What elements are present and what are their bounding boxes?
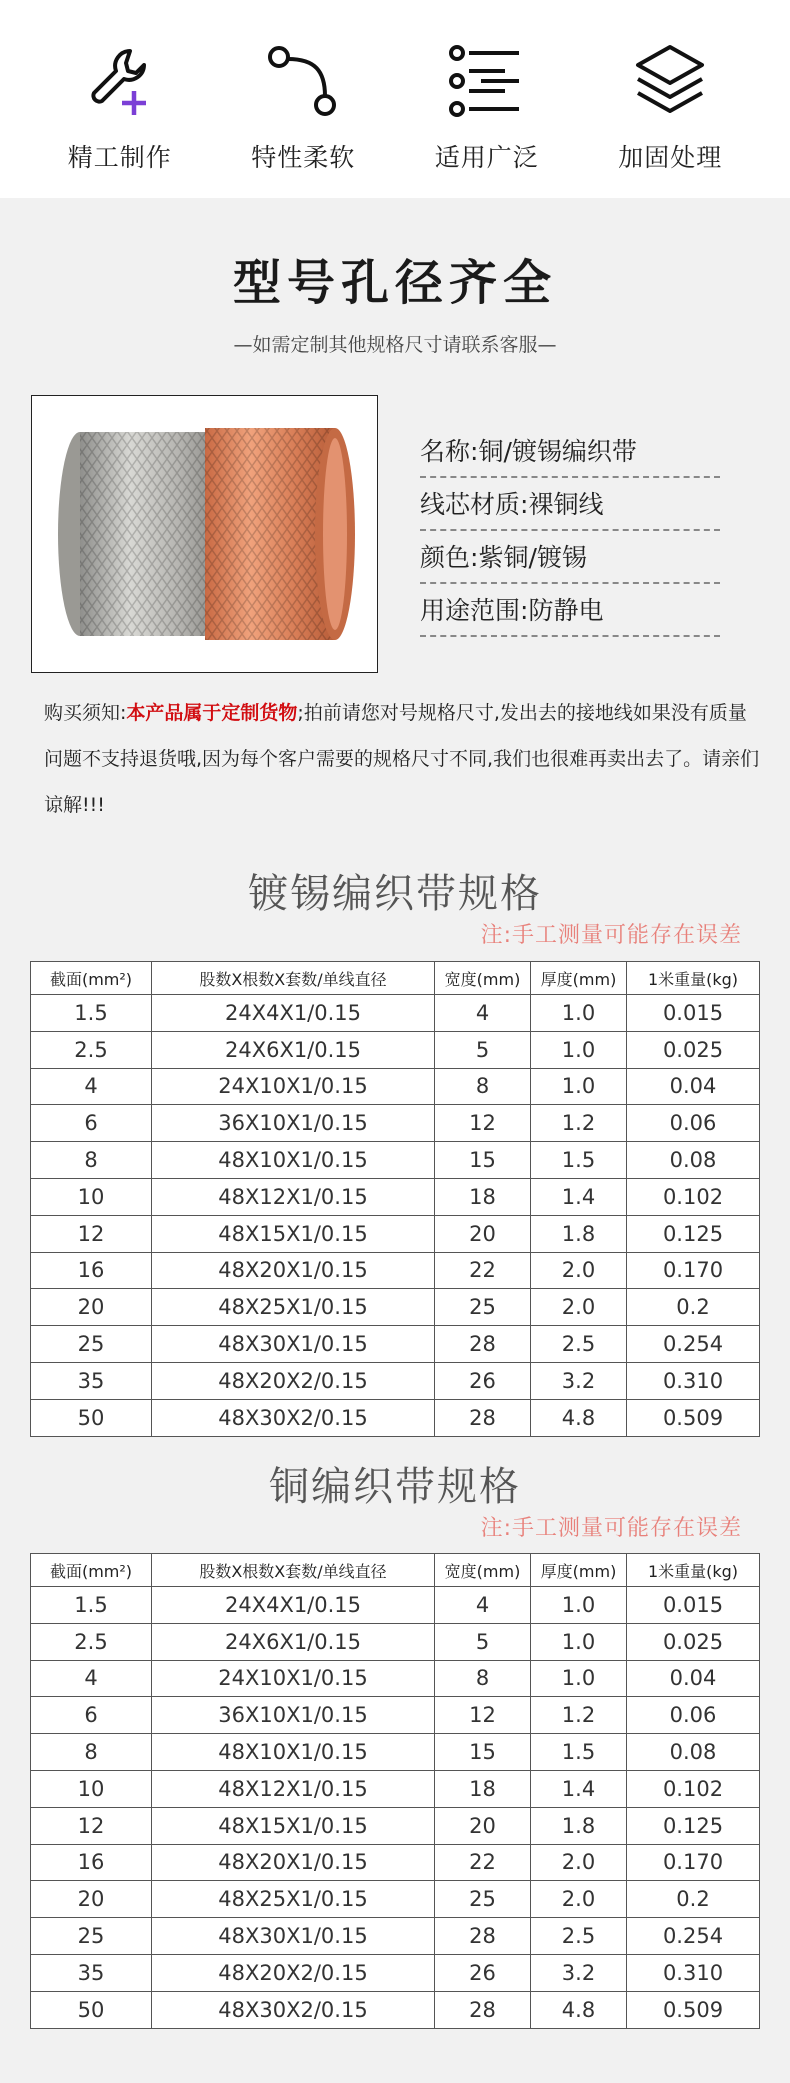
table-cell: 24X6X1/0.15: [152, 1623, 435, 1660]
table-cell: 50: [31, 1991, 152, 2028]
table-cell: 50: [31, 1399, 152, 1436]
table-cell: 3.2: [531, 1362, 627, 1399]
header-cell: 1米重量(kg): [627, 1554, 760, 1587]
table-cell: 0.125: [627, 1215, 760, 1252]
table-cell: 0.254: [627, 1326, 760, 1363]
table-cell: 4.8: [531, 1991, 627, 2028]
table-cell: 6: [31, 1697, 152, 1734]
table-cell: 1.2: [531, 1105, 627, 1142]
table-cell: 4: [435, 1587, 531, 1624]
table-cell: 0.125: [627, 1807, 760, 1844]
table-cell: 0.2: [627, 1289, 760, 1326]
table-cell: 1.8: [531, 1807, 627, 1844]
table-row: [31, 1587, 760, 1624]
table-cell: 1.5: [31, 995, 152, 1032]
table-cell: 0.310: [627, 1954, 760, 1991]
table-cell: 36X10X1/0.15: [152, 1697, 435, 1734]
table-row: [31, 1031, 760, 1068]
table-cell: 10: [31, 1770, 152, 1807]
table-cell: 6: [31, 1105, 152, 1142]
feature-wide-use: [407, 0, 567, 198]
table-cell: 2.0: [531, 1844, 627, 1881]
table-cell: 0.310: [627, 1362, 760, 1399]
spec-row: [420, 531, 720, 584]
table-cell: 1.0: [531, 1068, 627, 1105]
spec-value: 裸铜线: [528, 490, 604, 519]
spec-value: 铜/镀锡编织带: [478, 437, 637, 466]
table-cell: 5: [435, 1623, 531, 1660]
table-cell: 35: [31, 1362, 152, 1399]
table-cell: 48X12X1/0.15: [152, 1178, 435, 1215]
table-header-row: [31, 962, 760, 995]
spec-row: [420, 478, 720, 531]
header-cell: 股数X根数X套数/单线直径: [152, 1554, 435, 1587]
table-cell: 22: [435, 1252, 531, 1289]
table-cell: 20: [435, 1215, 531, 1252]
table-cell: 25: [435, 1289, 531, 1326]
product-info: [0, 395, 790, 675]
table-cell: 3.2: [531, 1954, 627, 1991]
table-cell: 12: [435, 1697, 531, 1734]
table-cell: 1.0: [531, 1623, 627, 1660]
table-cell: 0.025: [627, 1623, 760, 1660]
table-cell: 2.5: [31, 1031, 152, 1068]
section-subtitle: —如需定制其他规格尺寸请联系客服—: [233, 334, 557, 356]
table-cell: 48X20X2/0.15: [152, 1954, 435, 1991]
table-row: [31, 1362, 760, 1399]
table-cell: 1.4: [531, 1178, 627, 1215]
table-cell: 2.5: [531, 1326, 627, 1363]
feature-label: 特性柔软: [251, 143, 356, 172]
table-cell: 24X10X1/0.15: [152, 1660, 435, 1697]
table-cell: 0.04: [627, 1068, 760, 1105]
table-cell: 22: [435, 1844, 531, 1881]
list-nodes-icon: [447, 36, 527, 126]
table-cell: 0.08: [627, 1734, 760, 1771]
spec-row: [420, 425, 720, 478]
table-cell: 16: [31, 1252, 152, 1289]
feature-flexible: [223, 0, 383, 198]
table-cell: 26: [435, 1954, 531, 1991]
table-cell: 1.0: [531, 995, 627, 1032]
table-row: [31, 1954, 760, 1991]
table-cell: 12: [31, 1215, 152, 1252]
spec-label: 线芯材质:: [420, 490, 529, 519]
table-cell: 0.025: [627, 1031, 760, 1068]
table-row: [31, 1289, 760, 1326]
feature-label: 适用广泛: [434, 143, 539, 172]
table-cell: 1.0: [531, 1031, 627, 1068]
table-cell: 0.06: [627, 1105, 760, 1142]
table-row: [31, 1142, 760, 1179]
table-row: [31, 1918, 760, 1955]
spec-value: 紫铜/镀锡: [478, 543, 587, 572]
table-cell: 25: [31, 1326, 152, 1363]
flexible-curve-icon: [263, 36, 343, 126]
spec-label: 名称:: [420, 437, 479, 466]
header-cell: 厚度(mm): [531, 1554, 627, 1587]
table-header-row: [31, 1554, 760, 1587]
table-cell: 48X20X1/0.15: [152, 1252, 435, 1289]
table-cell: 20: [435, 1807, 531, 1844]
table-cell: 0.509: [627, 1399, 760, 1436]
table-cell: 5: [435, 1031, 531, 1068]
table-row: [31, 1844, 760, 1881]
table-title: 镀锡编织带规格: [248, 871, 542, 917]
table-cell: 0.04: [627, 1660, 760, 1697]
table-row: [31, 1178, 760, 1215]
table-cell: 0.170: [627, 1252, 760, 1289]
table-cell: 15: [435, 1734, 531, 1771]
table-row: [31, 995, 760, 1032]
table-cell: 2.5: [531, 1918, 627, 1955]
table-cell: 28: [435, 1991, 531, 2028]
copper-braid-spec-table: [30, 1553, 760, 2029]
table-row: [31, 1252, 760, 1289]
table-cell: 1.8: [531, 1215, 627, 1252]
feature-precision: [40, 0, 200, 198]
table-cell: 48X25X1/0.15: [152, 1289, 435, 1326]
table-cell: 1.0: [531, 1660, 627, 1697]
spec-label: 用途范围:: [420, 596, 529, 625]
table-cell: 28: [435, 1326, 531, 1363]
table-cell: 4: [31, 1068, 152, 1105]
table-cell: 2.0: [531, 1252, 627, 1289]
table-row: [31, 1734, 760, 1771]
table-cell: 2.0: [531, 1289, 627, 1326]
table-cell: 48X25X1/0.15: [152, 1881, 435, 1918]
table-cell: 18: [435, 1178, 531, 1215]
table-cell: 26: [435, 1362, 531, 1399]
table-cell: 15: [435, 1142, 531, 1179]
table-cell: 48X10X1/0.15: [152, 1734, 435, 1771]
table-row: [31, 1697, 760, 1734]
notice-highlight: 本产品属于定制货物: [126, 702, 298, 724]
layers-icon: [630, 36, 710, 126]
table-cell: 48X30X1/0.15: [152, 1326, 435, 1363]
table-cell: 12: [31, 1807, 152, 1844]
table-row: [31, 1399, 760, 1436]
measurement-note: 注:手工测量可能存在误差: [480, 1516, 742, 1541]
section-title: 型号孔径齐全: [232, 255, 557, 311]
table-cell: 25: [435, 1881, 531, 1918]
table-cell: 24X6X1/0.15: [152, 1031, 435, 1068]
header-cell: 截面(mm²): [31, 1554, 152, 1587]
table-cell: 0.08: [627, 1142, 760, 1179]
table-cell: 0.015: [627, 995, 760, 1032]
table-cell: 0.2: [627, 1881, 760, 1918]
table-cell: 48X12X1/0.15: [152, 1770, 435, 1807]
header-cell: 截面(mm²): [31, 962, 152, 995]
table-cell: 8: [435, 1660, 531, 1697]
table-cell: 8: [435, 1068, 531, 1105]
table-cell: 48X20X1/0.15: [152, 1844, 435, 1881]
tinned-braid-spec-table: [30, 961, 760, 1437]
table-cell: 8: [31, 1734, 152, 1771]
table-row: [31, 1326, 760, 1363]
table-row: [31, 1660, 760, 1697]
table-cell: 25: [31, 1918, 152, 1955]
table-cell: 48X30X1/0.15: [152, 1918, 435, 1955]
table-cell: 35: [31, 1954, 152, 1991]
table-cell: 1.2: [531, 1697, 627, 1734]
table-cell: 18: [435, 1770, 531, 1807]
table-row: [31, 1991, 760, 2028]
table-title: 铜编织带规格: [269, 1464, 521, 1510]
table-row: [31, 1623, 760, 1660]
table-cell: 0.170: [627, 1844, 760, 1881]
header-cell: 厚度(mm): [531, 962, 627, 995]
table-row: [31, 1807, 760, 1844]
table-cell: 0.509: [627, 1991, 760, 2028]
notice-prefix: 购买须知:: [44, 702, 127, 724]
table-cell: 4: [31, 1660, 152, 1697]
table-row: [31, 1068, 760, 1105]
table-cell: 0.254: [627, 1918, 760, 1955]
table-cell: 16: [31, 1844, 152, 1881]
table-cell: 4: [435, 995, 531, 1032]
spec-row: [420, 584, 720, 637]
table-body: [31, 995, 760, 1437]
table-cell: 4.8: [531, 1399, 627, 1436]
table-cell: 8: [31, 1142, 152, 1179]
table-cell: 1.5: [31, 1587, 152, 1624]
table-cell: 1.5: [531, 1142, 627, 1179]
table-cell: 12: [435, 1105, 531, 1142]
spec-label: 颜色:: [420, 543, 479, 572]
table-cell: 48X10X1/0.15: [152, 1142, 435, 1179]
table-cell: 0.06: [627, 1697, 760, 1734]
wrench-plus-icon: [80, 36, 160, 126]
table-cell: 48X30X2/0.15: [152, 1399, 435, 1436]
table-cell: 20: [31, 1289, 152, 1326]
table-cell: 28: [435, 1399, 531, 1436]
table-cell: 0.102: [627, 1178, 760, 1215]
table-cell: 28: [435, 1918, 531, 1955]
table-row: [31, 1105, 760, 1142]
table-cell: 10: [31, 1178, 152, 1215]
table-cell: 0.015: [627, 1587, 760, 1624]
table-cell: 24X4X1/0.15: [152, 995, 435, 1032]
header-cell: 1米重量(kg): [627, 962, 760, 995]
header-cell: 股数X根数X套数/单线直径: [152, 962, 435, 995]
purchase-notice: [44, 690, 764, 828]
measurement-note: 注:手工测量可能存在误差: [480, 923, 742, 948]
notice-text: ;拍前请您对号规格尺寸,发出去的接地线如果没有质量问题不支持退货哦,因为每个客户需要的规格尺寸不同,我们也很难再卖出去了。请亲们谅解!!!: [44, 702, 760, 816]
table-row: [31, 1881, 760, 1918]
table-cell: 2.0: [531, 1881, 627, 1918]
table-body: [31, 1587, 760, 2029]
table-cell: 2.5: [31, 1623, 152, 1660]
table-cell: 36X10X1/0.15: [152, 1105, 435, 1142]
feature-label: 加固处理: [618, 143, 723, 172]
header-cell: 宽度(mm): [435, 1554, 531, 1587]
table-cell: 48X15X1/0.15: [152, 1807, 435, 1844]
table-cell: 0.102: [627, 1770, 760, 1807]
table-row: [31, 1770, 760, 1807]
table-cell: 20: [31, 1881, 152, 1918]
table-row: [31, 1215, 760, 1252]
feature-label: 精工制作: [67, 143, 172, 172]
feature-bar: [0, 0, 790, 198]
spec-list: [420, 425, 720, 637]
header-cell: 宽度(mm): [435, 962, 531, 995]
product-image: [31, 395, 378, 673]
table-cell: 24X4X1/0.15: [152, 1587, 435, 1624]
table-cell: 1.0: [531, 1587, 627, 1624]
table-cell: 1.5: [531, 1734, 627, 1771]
spec-value: 防静电: [528, 596, 604, 625]
table-cell: 48X20X2/0.15: [152, 1362, 435, 1399]
table-cell: 24X10X1/0.15: [152, 1068, 435, 1105]
table-cell: 48X15X1/0.15: [152, 1215, 435, 1252]
table-cell: 48X30X2/0.15: [152, 1991, 435, 2028]
feature-reinforced: [590, 0, 750, 198]
table-cell: 1.4: [531, 1770, 627, 1807]
